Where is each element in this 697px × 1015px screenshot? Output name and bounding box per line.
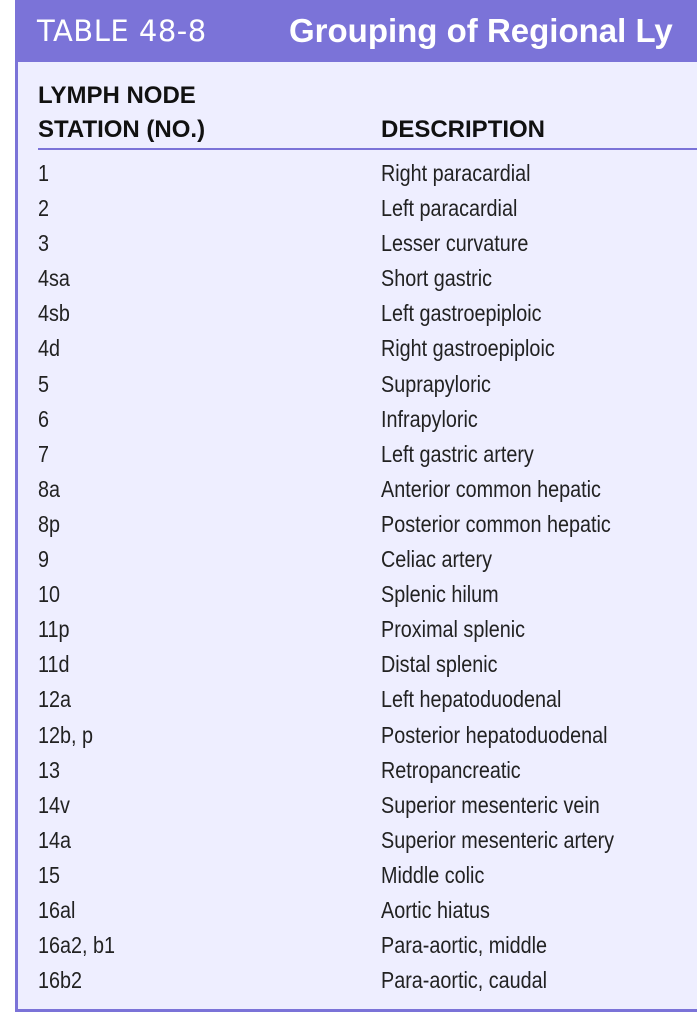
table-title-bar [15, 0, 697, 62]
station-description: Middle colic [381, 861, 485, 888]
lymph-node-table [15, 62, 697, 1012]
table-number-label: TABLE 48-8 [37, 14, 207, 48]
station-number: 14v [38, 791, 70, 818]
station-description: Aortic hiatus [381, 896, 490, 923]
table-row [18, 508, 697, 543]
station-number: 6 [38, 405, 50, 432]
station-number: 16b2 [38, 967, 83, 994]
station-number: 9 [38, 546, 50, 573]
column-header-station-line2: STATION (NO.) [38, 116, 206, 143]
station-description: Superior mesenteric vein [381, 791, 600, 818]
table-row [18, 403, 697, 438]
station-number: 4sa [38, 265, 70, 292]
table-row [18, 262, 697, 297]
station-number: 4d [38, 335, 61, 362]
station-number: 8a [38, 475, 61, 502]
column-header-station-line1: LYMPH NODE [38, 82, 196, 109]
station-description: Posterior common hepatic [381, 510, 611, 537]
station-number: 3 [38, 230, 50, 257]
column-header-station [38, 79, 205, 147]
station-number: 16al [38, 896, 76, 923]
station-number: 1 [38, 160, 50, 186]
station-description: Para-aortic, middle [381, 932, 548, 959]
station-description: Right gastroepiploic [381, 335, 555, 362]
station-number: 2 [38, 195, 50, 222]
table-row [18, 368, 697, 403]
table-row [18, 929, 697, 964]
station-description: Left gastric artery [381, 440, 534, 467]
station-number: 11d [38, 651, 70, 678]
station-description: Lesser curvature [381, 230, 529, 257]
station-number: 13 [38, 756, 61, 783]
table-title: Grouping of Regional Ly [289, 12, 673, 49]
table-row [18, 473, 697, 508]
table-row [18, 824, 697, 859]
station-description: Suprapyloric [381, 370, 491, 397]
table-row [18, 894, 697, 929]
table-row [18, 789, 697, 824]
station-number: 14a [38, 826, 72, 853]
header-divider [38, 148, 697, 150]
station-number: 12a [38, 686, 72, 713]
table-row [18, 192, 697, 227]
station-description: Superior mesenteric artery [381, 826, 615, 853]
station-description: Proximal splenic [381, 616, 526, 643]
station-description: Short gastric [381, 265, 493, 292]
station-number: 15 [38, 861, 61, 888]
station-number: 10 [38, 581, 61, 608]
table-row [18, 964, 697, 999]
table-row [18, 297, 697, 332]
station-number: 8p [38, 510, 61, 537]
station-number: 11p [38, 616, 70, 643]
table-row [18, 859, 697, 894]
table-row [18, 332, 697, 367]
table-row [18, 543, 697, 578]
table-body [18, 157, 697, 999]
station-description: Para-aortic, caudal [381, 967, 548, 994]
station-description: Distal splenic [381, 651, 498, 678]
station-number: 12b, p [38, 721, 93, 748]
station-description: Anterior common hepatic [381, 475, 601, 502]
station-description: Splenic hilum [381, 581, 499, 608]
table-row [18, 683, 697, 718]
station-number: 4sb [38, 300, 70, 327]
table-row [18, 157, 697, 192]
station-number: 5 [38, 370, 50, 397]
table-row [18, 578, 697, 613]
table-row [18, 227, 697, 262]
station-description: Posterior hepatoduodenal [381, 721, 608, 748]
table-row [18, 754, 697, 789]
station-description: Celiac artery [381, 546, 493, 573]
table-row [18, 438, 697, 473]
table-row [18, 648, 697, 683]
station-description: Right paracardial [381, 160, 531, 186]
station-number: 16a2, b1 [38, 932, 115, 959]
station-description: Retropancreatic [381, 756, 521, 783]
station-number: 7 [38, 440, 50, 467]
table-row [18, 719, 697, 754]
column-header-description: DESCRIPTION [381, 116, 546, 143]
station-description: Left gastroepiploic [381, 300, 542, 327]
station-description: Left paracardial [381, 195, 518, 222]
station-description: Infrapyloric [381, 405, 478, 432]
station-description: Left hepatoduodenal [381, 686, 562, 713]
table-row [18, 613, 697, 648]
